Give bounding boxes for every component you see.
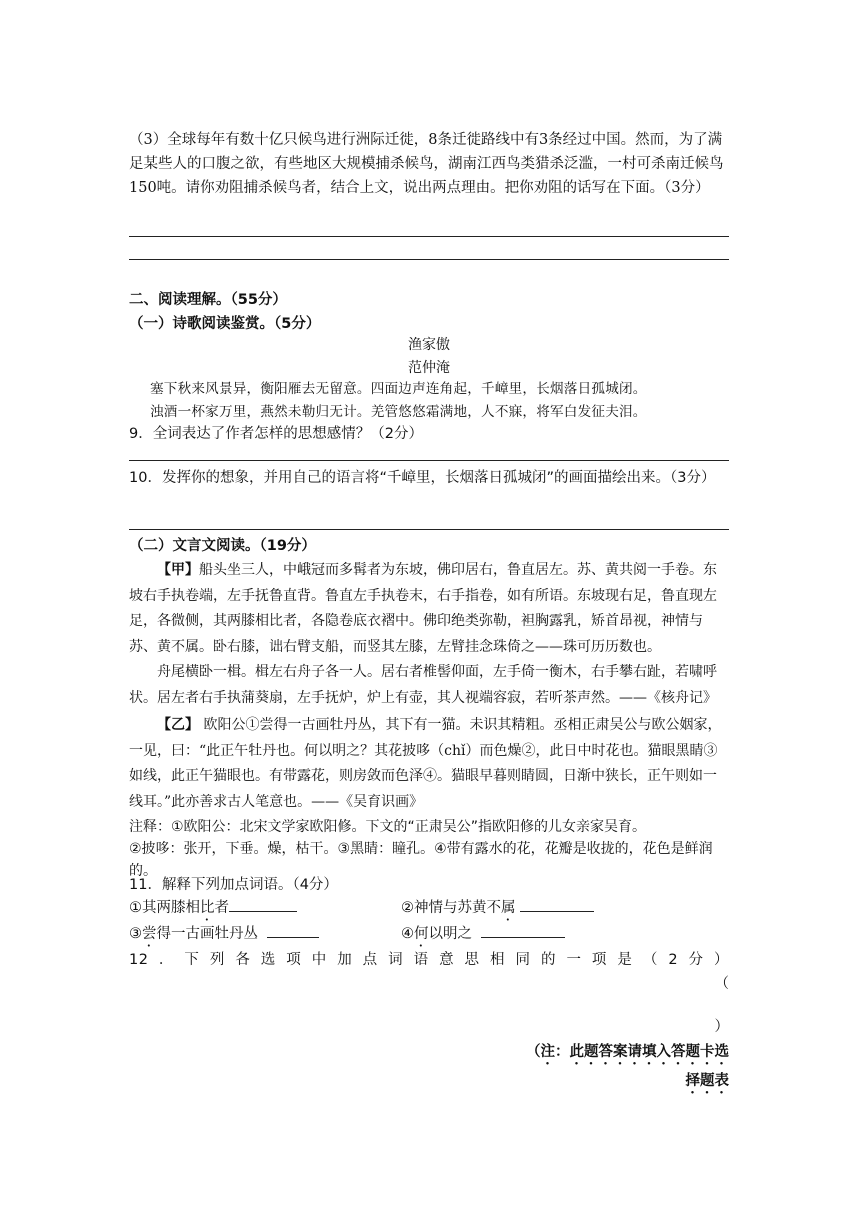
- question-11-row: ③尝得一古画牡丹丛 ④何以明之: [129, 922, 729, 947]
- poem-line: 塞下秋来风景异，衡阳雁去无留意。四面边声连角起，千嶂里，长烟落日孤城闭。: [150, 381, 647, 397]
- section-heading: 二、阅读理解。（55分）: [129, 292, 287, 308]
- passage-jia: [129, 558, 729, 711]
- answer-line: [129, 236, 729, 237]
- answer-blank[interactable]: [481, 923, 565, 938]
- passage-yi-text: 欧阳公①尝得一古画牡丹丛，其下有一猫。未识其精粗。丞相正肃吴公与欧公姻家，一见，曰：“此正午牡丹也。何以明之？其花披哆（chǐ）而色燥②，此日中时花也。猫眼黑睛③如线，此正午猫眼也。有带露花，则房敛而色泽④。猫眼早暮则睛圆，日渐中狭长，正午则如一线耳。”此亦善求古人笔意也。——《吴育识画》: [129, 717, 722, 810]
- answer-line: [129, 259, 729, 260]
- question-3-text: （3）全球每年有数十亿只候鸟进行洲际迁徙，8条迁徙路线中有3条经过中国。然而，为了满足某些人的口腹之欲，有些地区大规模捕杀候鸟，湖南江西鸟类猎杀泛滥，一村可杀南迁候鸟150吨。请你劝阻捕杀候鸟者，结合上文，说出两点理由。把你劝阻的话写在下面。（3分）: [129, 132, 724, 196]
- question-12: 12．下列各选项中加点词语意思相同的一项是（2分）: [129, 952, 729, 968]
- subsection-heading-classical: （二）文言文阅读。（19分）: [129, 538, 316, 554]
- poem-title: 渔家傲: [408, 337, 450, 353]
- dotted-word: 比: [200, 900, 215, 916]
- dotted-word: 属: [501, 900, 516, 916]
- annotation-line: 注释：①欧阳公：北宋文学家欧阳修。下文的“正肃吴公”指欧阳修的儿女亲家吴育。: [129, 819, 647, 835]
- question-12-paren-close: ）: [714, 1019, 729, 1035]
- passage-jia-paragraph-2: 舟尾横卧一楫。楫左右舟子各一人。居右者椎髻仰面，左手倚一衡木，右手攀右趾，若啸呼状。居左者右手执蒲葵扇，左手抚炉，炉上有壶，其人视端容寂，若听茶声然。——《核舟记》: [129, 664, 717, 706]
- poem-author: 范仲淹: [408, 360, 450, 376]
- subsection-heading-poetry: （一）诗歌阅读鉴赏。（5分）: [129, 316, 321, 332]
- question-9: 9．全词表达了作者怎样的思想感情？（2分）: [129, 426, 423, 442]
- question-11: 11．解释下列加点词语。（4分）: [129, 877, 338, 893]
- answer-line: [129, 460, 729, 461]
- dotted-word: 尝: [142, 926, 157, 942]
- answer-blank[interactable]: [267, 923, 319, 938]
- dotted-word: 何: [414, 926, 429, 942]
- passage-yi: [129, 713, 729, 815]
- passage-label: 【甲】: [157, 562, 199, 578]
- answer-blank[interactable]: [520, 897, 594, 912]
- question-12-paren-open: （: [714, 976, 729, 992]
- annotation-line: ②披哆：张开，下垂。燥，枯干。③黑睛：瞳孔。④带有露水的花，花瓣是收拢的，花色是鲜润的。: [129, 841, 713, 879]
- question-3: [129, 128, 729, 200]
- answer-card-note-continued: 择题表: [685, 1073, 729, 1089]
- answer-line: [129, 529, 729, 530]
- question-10: 10．发挥你的想象，并用自己的语言将“千嶂里，长烟落日孤城闭”的画面描绘出来。（3分）: [129, 470, 716, 486]
- poem-line: 浊酒一杯家万里，燕然未勒归无计。羌管悠悠霜满地，人不寐，将军白发征夫泪。: [150, 404, 647, 420]
- passage-label: 【乙】: [157, 717, 199, 733]
- answer-card-note: （注：此题答案请填入答题卡选: [526, 1044, 729, 1060]
- question-11-row: ①其两膝相比者 ②神情与苏黄不属: [129, 896, 729, 921]
- passage-jia-text: 船头坐三人，中峨冠而多髯者为东坡，佛印居右，鲁直居左。苏、黄共阅一手卷。东坡右手执卷端，左手抚鲁直背。鲁直左手执卷末，右手指卷，如有所语。东坡现右足，鲁直现左足，各微侧，其两膝相比者，各隐卷底衣褶中。佛印绝类弥勒，袒胸露乳，矫首昂视，神情与苏、黄不属。卧右膝，诎右臂支船，而竖其左膝，左臂挂念珠倚之——珠可历历数也。: [129, 562, 717, 655]
- answer-blank[interactable]: [229, 897, 297, 912]
